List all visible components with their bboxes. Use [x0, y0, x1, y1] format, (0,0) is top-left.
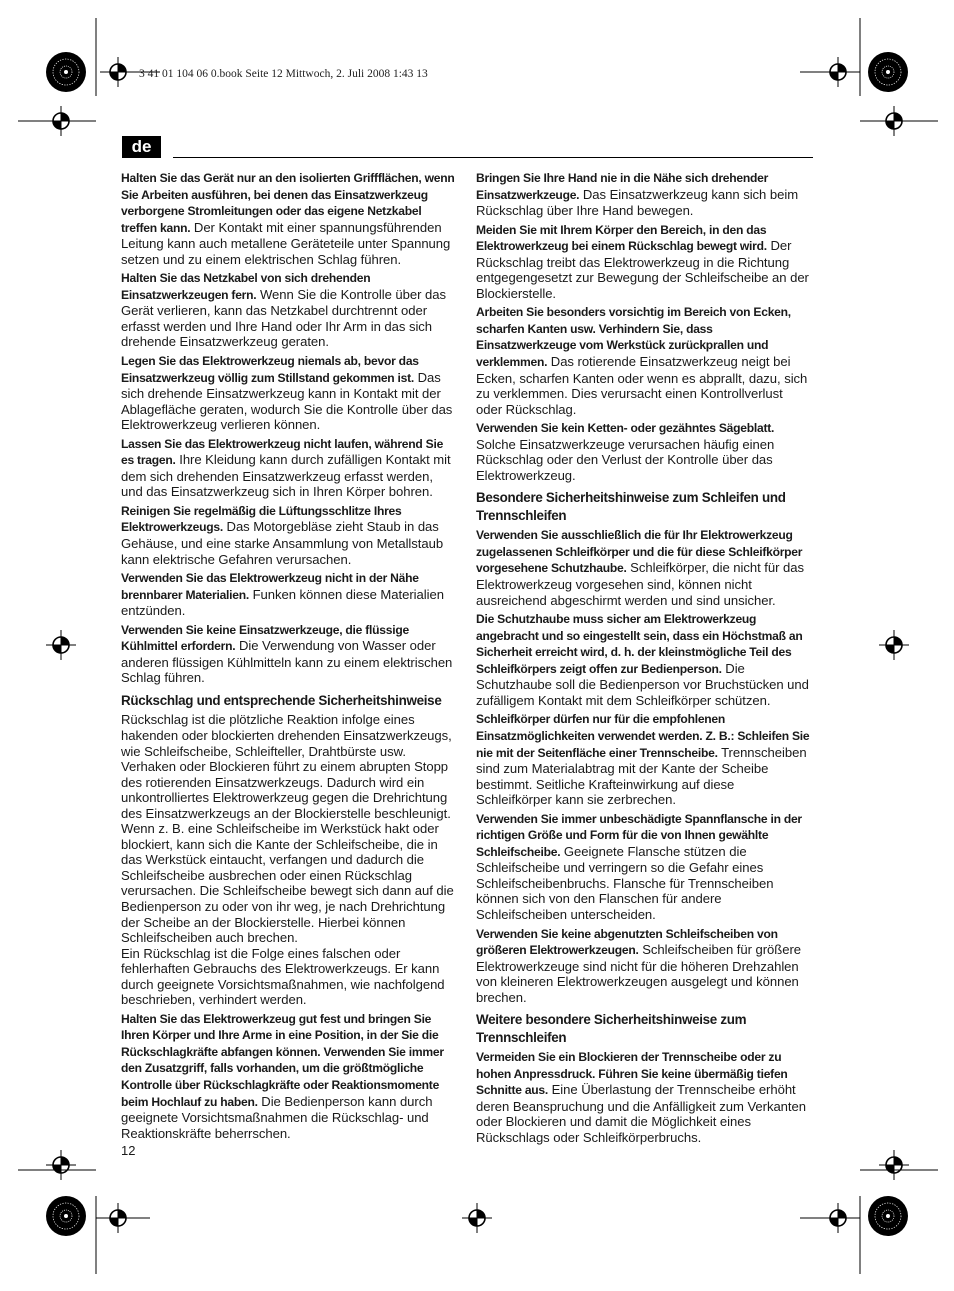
safety-paragraph: Verwenden Sie immer unbeschädigte Spannflansche in der richtigen Größe und Form für die von Ihnen gewählte Schleifscheibe. Geeignete Flansche stützen die Schleifscheibe und verringern so die Gefahr eines Schleifscheibenbruchs. Flansche für Trennscheiben können sich von den Flanschen für andere Schleifscheiben unterscheiden.	[476, 811, 802, 922]
body-paragraph: Ein Rückschlag ist die Folge eines falschen oder fehlerhaften Gebrauchs des Elektrowerkzeugs. Er kann durch geeignete Vorsichtsmaßnahmen, wie nachfolgend beschrieben, verhindert werden.	[121, 945, 445, 1008]
registration-star	[868, 1196, 908, 1236]
right-column	[476, 170, 810, 1149]
registration-mark	[879, 1150, 909, 1180]
page-number: 12	[121, 1143, 136, 1158]
registration-mark	[46, 1150, 76, 1180]
registration-mark	[103, 57, 133, 87]
registration-mark	[462, 1203, 492, 1233]
safety-paragraph: Legen Sie das Elektrowerkzeug niemals ab, bevor das Einsatzwerkzeug völlig zum Stillstand gekommen ist. Das sich drehende Einsatzwerkzeug kann in Kontakt mit der Ablagefläche geraten, wodurch Sie die Kontrolle über das Elektrowerkzeug verlieren können.	[121, 354, 453, 433]
body-paragraph: Wenn z. B. eine Schleifscheibe im Werkstück hakt oder blockiert, kann sich die Kante der Schleifscheibe, die in das Werkstück eintaucht, verfangen und dadurch die Schleifscheibe ausbrechen oder einen Rückschlag verursachen. Die Schleifscheibe bewegt sich dann auf die Bedienperson zu oder von ihr weg, je nach Drehrichtung der Scheibe an der Blockierstelle. Hierbei können Schleifscheiben auch brechen.	[121, 821, 454, 946]
safety-paragraph: Reinigen Sie regelmäßig die Lüftungsschlitze Ihres Elektrowerkzeugs. Das Motorgebläse zieht Staub in das Gehäuse, und eine starke Ansammlung von Metallstaub kann elektrische Gefahren verursachen.	[121, 503, 444, 567]
registration-mark	[103, 1203, 133, 1233]
safety-paragraph: Halten Sie das Netzkabel von sich drehenden Einsatzwerkzeugen fern. Wenn Sie die Kontrolle über das Gerät verlieren, kann das Netzkabel durchtrennt oder erfasst werden und Ihre Hand oder Ihr Arm in das sich drehende Einsatzwerkzeug geraten.	[121, 271, 446, 350]
safety-paragraph: Halten Sie das Gerät nur an den isolierten Griffflächen, wenn Sie Arbeiten ausführen, bei denen das Einsatzwerkzeug verborgene Stromleitungen oder das eigene Netzkabel treffen kann. Der Kontakt mit einer spannungsführenden Leitung kann auch metallene Geräteteile unter Spannung setzen und zu einem elektrischen Schlag führen.	[121, 171, 455, 267]
safety-paragraph: Verwenden Sie keine Einsatzwerkzeuge, die flüssige Kühlmittel erfordern. Die Verwendung von Wasser oder anderen flüssigen Kühlmitteln kann zu einem elektrischen Schlag führen.	[121, 622, 453, 686]
safety-paragraph: Verwenden Sie ausschließlich die für Ihr Elektrowerkzeug zugelassenen Schleifkörper und die für diese Schleifkörper vorgesehene Schutzhaube. Schleifkörper, die nicht für das Elektrowerkzeug vorgesehen sind, können nicht ausreichend abgeschirmt werden und sind unsicher.	[476, 528, 804, 608]
body-paragraph: Rückschlag ist die plötzliche Reaktion infolge eines hakenden oder blockierten drehenden Einsatzwerkzeugs, wie Schleifscheibe, Schleifteller, Drahtbürste usw. Verhaken oder Blockieren führt zu einem abrupten Stopp des rotierenden Einsatzwerkzeugs. Dadurch wird ein unkontrolliertes Elektrowerkzeug gegen die Drehrichtung des Einsatzwerkzeugs an der Blockierstelle beschleunigt.	[121, 712, 452, 821]
safety-paragraph: Lassen Sie das Elektrowerkzeug nicht laufen, während Sie es tragen. Ihre Kleidung kann durch zufälligen Kontakt mit dem sich drehenden Einsatzwerkzeug erfasst werden, und das Einsatzwerkzeug sich in Ihren Körper bohren.	[121, 436, 451, 500]
safety-paragraph: Vermeiden Sie ein Blockieren der Trennscheibe oder zu hohen Anpressdruck. Führen Sie keine übermäßig tiefen Schnitte aus. Eine Überlastung der Trennscheibe erhöht deren Beanspruchung und die Anfälligkeit zum Verkanten oder Blockieren und damit die Möglichkeit eines Rückschlags oder Schleifkörperbruchs.	[476, 1050, 806, 1145]
registration-mark	[879, 630, 909, 660]
registration-mark	[823, 57, 853, 87]
section-heading: Besondere Sicherheitshinweise zum Schleifen und Trennschleifen	[476, 490, 786, 523]
section-heading: Weitere besondere Sicherheitshinweise zum Trennschleifen	[476, 1012, 747, 1045]
safety-paragraph: Meiden Sie mit Ihrem Körper den Bereich, in den das Elektrowerkzeug bei einem Rückschlag bewegt wird. Der Rückschlag treibt das Elektrowerkzeug in die Richtung entgegengesetzt zur Bewegung der Schleifscheibe an der Blockierstelle.	[476, 222, 809, 301]
safety-paragraph: Verwenden Sie kein Ketten- oder gezähntes Sägeblatt. Solche Einsatzwerkzeuge verursachen häufig einen Rückschlag oder den Verlust der Kontrolle über das Elektrowerkzeug.	[476, 421, 775, 483]
print-job-header: 3 41 01 104 06 0.book Seite 12 Mittwoch, 2. Juli 2008 1:43 13	[139, 68, 428, 80]
registration-star	[46, 52, 86, 92]
safety-paragraph: Bringen Sie Ihre Hand nie in die Nähe sich drehender Einsatzwerkzeuge. Das Einsatzwerkzeug kann sich beim Rückschlag über Ihre Hand bewegen.	[476, 171, 799, 219]
header-rule	[173, 157, 813, 158]
registration-mark	[46, 630, 76, 660]
safety-paragraph: Schleifkörper dürfen nur für die empfohlenen Einsatzmöglichkeiten verwendet werden. Z. B.: Schleifen Sie nie mit der Seitenfläche einer Trennscheibe. Trennscheiben sind zum Materialabtrag mit der Kante der Scheibe bestimmt. Seitliche Krafteinwirkung auf diese Schleifkörper kann sie zerbrechen.	[476, 712, 810, 808]
registration-mark	[823, 1203, 853, 1233]
safety-paragraph: Verwenden Sie das Elektrowerkzeug nicht in der Nähe brennbarer Materialien. Funken können diese Materialien entzünden.	[121, 571, 444, 619]
registration-star	[46, 1196, 86, 1236]
safety-paragraph: Verwenden Sie keine abgenutzten Schleifscheiben von größeren Elektrowerkzeugen. Schleifscheiben für größere Elektrowerkzeuge sind nicht für die höheren Drehzahlen von kleineren Elektrowerkzeugen ausgelegt und können brechen.	[476, 926, 801, 1005]
registration-mark	[46, 106, 76, 136]
section-heading: Rückschlag und entsprechende Sicherheitshinweise	[121, 692, 442, 708]
registration-star	[868, 52, 908, 92]
safety-paragraph: Halten Sie das Elektrowerkzeug gut fest und bringen Sie Ihren Körper und Ihre Arme in eine Position, in der Sie die Rückschlagkräfte abfangen können. Verwenden Sie immer den Zusatzgriff, falls vorhanden, um die größtmögliche Kontrolle über Rückschlagkräfte oder Reaktionsmomente beim Hochlauf zu haben. Die Bedienperson kann durch geeignete Vorsichtsmaßnahmen die Rückschlag- und Reaktionskräfte beherrschen.	[121, 1011, 444, 1141]
safety-paragraph: Die Schutzhaube muss sicher am Elektrowerkzeug angebracht und so eingestellt sein, dass ein Höchstmaß an Sicherheit erreicht wird, d. h. der kleinstmögliche Teil des Schleifkörpers zeigt offen zur Bedienperson. Die Schutzhaube soll die Bedienperson vor Bruchstücken und zufälligem Kontakt mit dem Schleifkörper schützen.	[476, 612, 809, 708]
registration-mark	[879, 106, 909, 136]
safety-paragraph: Arbeiten Sie besonders vorsichtig im Bereich von Ecken, scharfen Kanten usw. Verhindern Sie, dass Einsatzwerkzeuge vom Werkstück zurückprallen und verklemmen. Das rotierende Einsatzwerkzeug neigt bei Ecken, scharfen Kanten oder wenn es abprallt, dazu, sich zu verklemmen. Dies verursacht einen Kontrollverlust oder Rückschlag.	[476, 305, 808, 417]
left-column	[121, 170, 455, 1144]
language-badge: de	[122, 136, 161, 158]
